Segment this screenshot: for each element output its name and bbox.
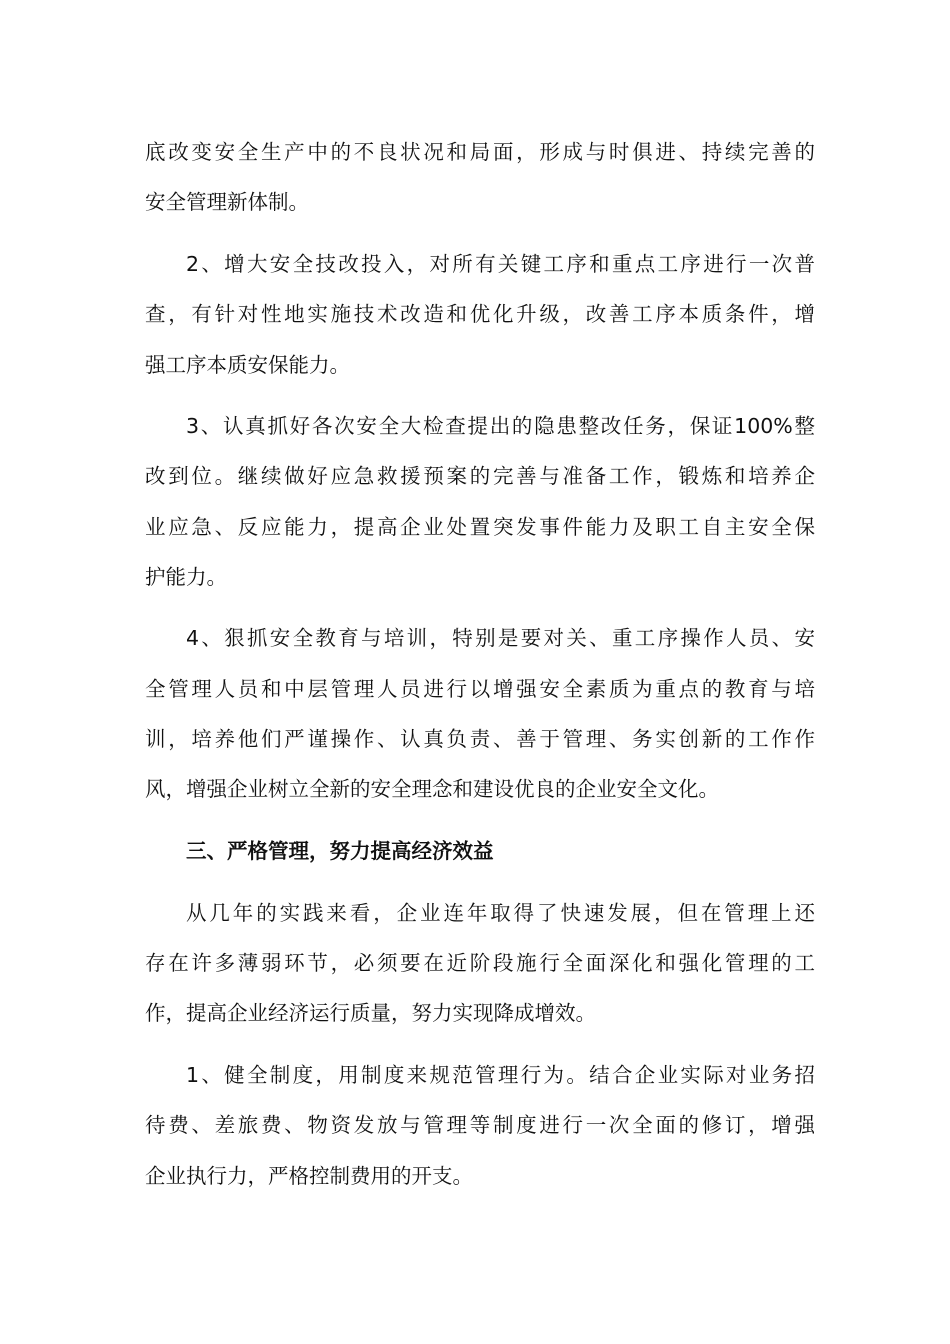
paragraph-line: 训，培养他们严谨操作、认真负责、善于管理、务实创新的工作作 [145,727,815,751]
paragraph-line: 查，有针对性地实施技术改造和优化升级，改善工序本质条件，增 [145,302,815,326]
paragraph-line: 安全管理新体制。 [145,190,309,214]
paragraph-line: 全管理人员和中层管理人员进行以增强安全素质为重点的教育与培 [145,677,815,701]
paragraph-line: 1、健全制度，用制度来规范管理行为。结合企业实际对业务招 [186,1063,815,1087]
paragraph-line: 底改变安全生产中的不良状况和局面，形成与时俱进、持续完善的 [145,140,815,164]
paragraph-line: 护能力。 [145,565,227,589]
paragraph-line: 4、狠抓安全教育与培训，特别是要对关、重工序操作人员、安 [186,626,815,650]
paragraph-line: 存在许多薄弱环节，必须要在近阶段施行全面深化和强化管理的工 [145,951,815,975]
paragraph-line: 业应急、反应能力，提高企业处置突发事件能力及职工自主安全保 [145,515,815,539]
paragraph-line: 改到位。继续做好应急救援预案的完善与准备工作，锻炼和培养企 [145,464,815,488]
paragraph-line: 企业执行力，严格控制费用的开支。 [145,1164,473,1188]
paragraph-line: 强工序本质安保能力。 [145,353,350,377]
paragraph-line: 风，增强企业树立全新的安全理念和建设优良的企业安全文化。 [145,777,719,801]
paragraph-line: 从几年的实践来看，企业连年取得了快速发展，但在管理上还 [186,901,815,925]
paragraph-line: 2、增大安全技改投入，对所有关键工序和重点工序进行一次普 [186,252,815,276]
paragraph-line: 作，提高企业经济运行质量，努力实现降成增效。 [145,1001,596,1025]
section-heading: 三、严格管理，努力提高经济效益 [186,839,494,863]
paragraph-line: 3、认真抓好各次安全大检查提出的隐患整改任务，保证100%整 [186,414,815,438]
paragraph-line: 待费、差旅费、物资发放与管理等制度进行一次全面的修订，增强 [145,1113,815,1137]
